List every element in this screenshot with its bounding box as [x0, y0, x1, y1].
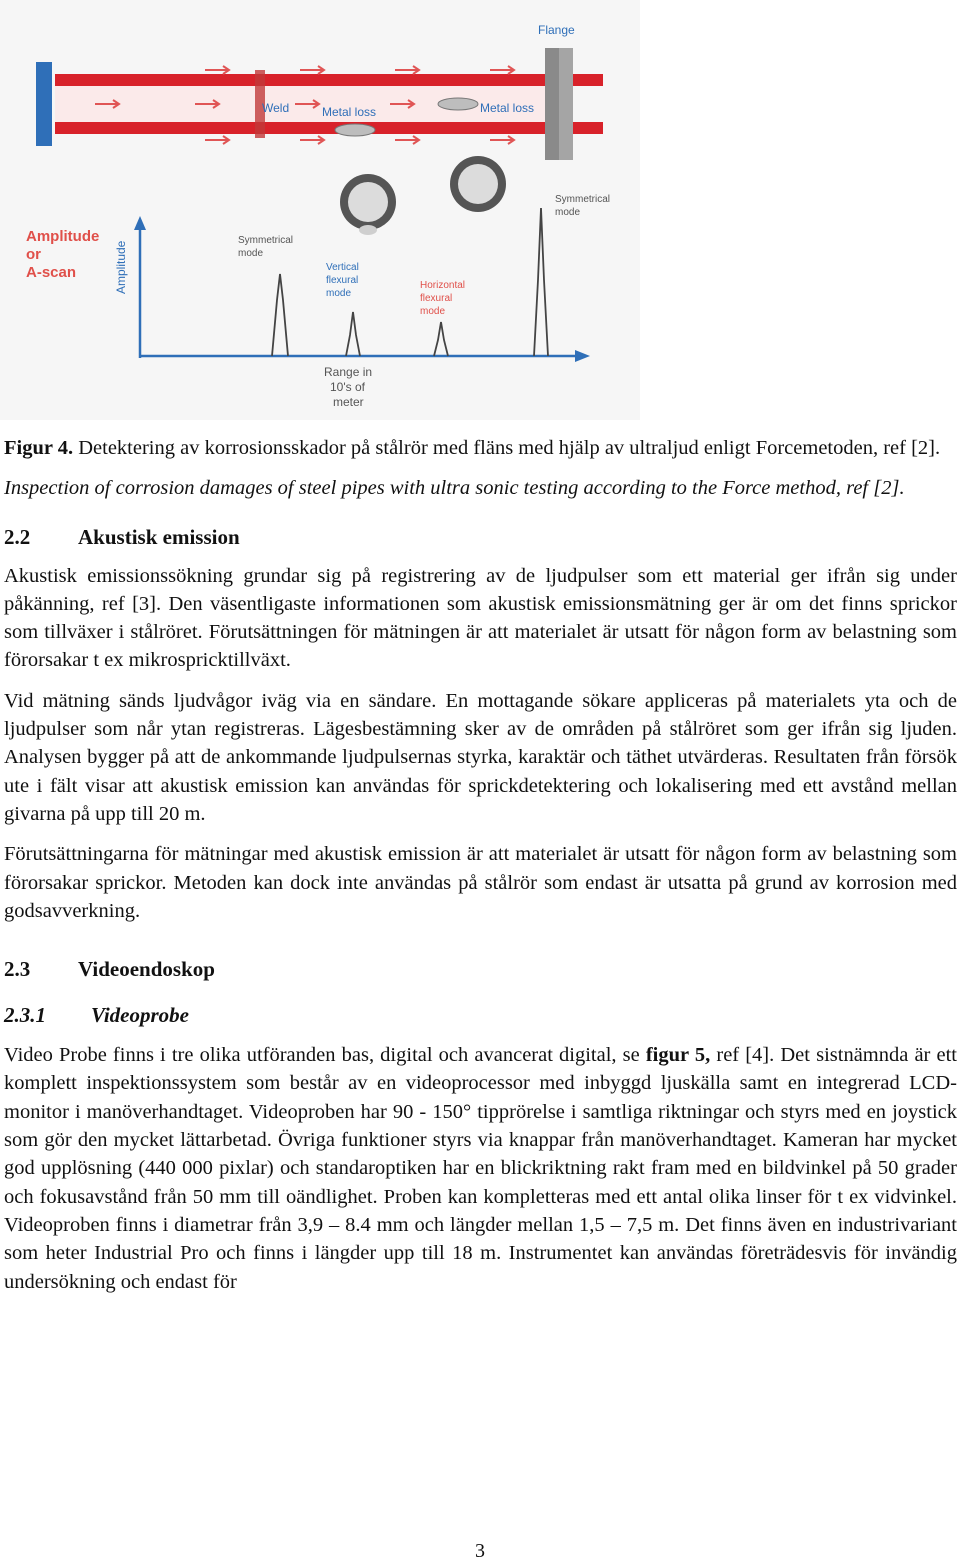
label-range-1: Range in [324, 365, 373, 379]
label-metal-loss-2: Metal loss [480, 101, 535, 115]
label-horiz-mode-1: Horizontal [420, 280, 466, 291]
heading-2-2-title: Akustisk emission [78, 524, 240, 549]
heading-2-3-title: Videoendoskop [78, 957, 215, 982]
label-horiz-mode-2: flexural [420, 293, 453, 304]
figure-5-reference: figur 5, [645, 1044, 711, 1067]
label-sym-mode-right-2: mode [555, 207, 581, 218]
ascan-signal [272, 208, 548, 356]
label-amplitude-1: Amplitude [26, 228, 100, 245]
label-range-3: meter [333, 395, 364, 409]
metal-loss-mark-1 [335, 124, 375, 136]
paragraph-2-2-1: Akustisk emissionssökning grundar sig på registrering av de ljudpulser som ett material ger ifrån sig under påkänning, ref [3]. Den väsentligaste informationen som akustisk emissionsmätning ger är om det finns sprickor som tillväxer i stålröret. Förutsättningen för mätningen är att materialet är utsatt för någon form av belastning som förorsakar t ex mikrospricktillväxt. [4, 564, 957, 672]
paragraph-2-3-1-part-a: Video Probe finns i tre olika utföranden bas, digital och avancerat digital, se [4, 1044, 646, 1067]
label-amplitude-3: A-scan [26, 264, 77, 281]
label-amplitude-2: or [26, 246, 41, 263]
label-sym-mode-left-1: Symmetrical [238, 235, 294, 246]
paragraph-2-2-3: Förutsättningarna för mätningar med akustisk emission är att materialet är utsatt för någon form av belastning som förorsakar sprickor. Metoden kan dock inte användas på stålrör som endast är utsatta på grund av korrosion med godsavverkning. [4, 843, 957, 922]
heading-2-2-number: 2.2 [4, 524, 31, 549]
label-vert-mode-2: flexural [326, 275, 359, 286]
paragraph-2-3-1 [4, 1041, 957, 1296]
paragraph-2-3-1-part-b: ref [4]. Det sistnämnda är ett komplett inspektionssystem som består av en videoprocessor med inbyggd ljuskälla samt en integrerad LCD-monitor i manöverhandtaget. Videoproben har 90 - 150° tipprörelse i samtliga riktningar och styrs med en joystick som gör den mycket lättarbetad. Övriga funktioner styrs via knappar från manöverhandtaget. Kameran har mycket god upplösning (440 000 pixlar) och standaroptiken har en blickriktning rakt fram med en bildvinkel på 50 grader och fokusavstånd från 50 mm till oändlighet. Proben kan kompletteras med ett antal olika linser för t ex vidvinkel. Videoproben finns i diametrar från 3,9 – 8.4 mm och längder mellan 1,5 – 7,5 m. Det finns även en industrivariant som heter Industrial Pro och finns i längder upp till 18 m. Instrumentet kan användas företrädesvis för invändig undersökning och endast för [4, 1044, 957, 1293]
label-amplitude-axis: Amplitude [114, 240, 128, 294]
heading-2-3-1 [4, 1001, 957, 1029]
label-range-2: 10's of [330, 380, 365, 394]
label-sym-mode-right-1: Symmetrical [555, 194, 611, 205]
label-flange: Flange [538, 23, 575, 37]
metal-loss-mark-2 [438, 98, 478, 110]
heading-2-3-1-number: 2.3.1 [4, 1003, 46, 1028]
label-metal-loss-1: Metal loss [322, 105, 377, 119]
label-sym-mode-left-2: mode [238, 248, 264, 259]
probe-transducer [36, 62, 52, 146]
cross-section-horizontal [450, 156, 506, 212]
label-horiz-mode-3: mode [420, 306, 446, 317]
figure-label: Figur 4. [4, 437, 74, 459]
ascan-axes [134, 216, 590, 362]
cross-section-vertical [340, 174, 396, 235]
figure-caption-en: Inspection of corrosion damages of steel pipes with ultra sonic testing according to the Force method, ref [2]. [4, 477, 905, 500]
document-body [4, 434, 957, 1296]
heading-2-2 [4, 523, 957, 551]
figure-caption-sv [4, 434, 957, 462]
flange [545, 48, 603, 160]
force-method-figure [0, 0, 640, 420]
heading-2-3 [4, 955, 957, 983]
caption-sv-text: Detektering av korrosionsskador på stålrör med fläns med hjälp av ultraljud enligt Forcemetoden, ref [2]. [78, 437, 941, 459]
heading-2-3-1-title: Videoprobe [91, 1003, 189, 1028]
label-vert-mode-1: Vertical [326, 262, 359, 273]
label-vert-mode-3: mode [326, 288, 352, 299]
page-number: 3 [475, 1540, 485, 1562]
label-weld: Weld [262, 101, 290, 115]
heading-2-3-number: 2.3 [4, 957, 31, 982]
paragraph-2-2-2: Vid mätning sänds ljudvågor iväg via en sändare. En mottagande sökare appliceras på materialets yta och de ljudpulser som når ytan registreras. Lägesbestämning sker av de områden på stålröret som ger ifrån sig ljuden. Analysen bygger på att de ankommande ljudpulsernas styrka, karaktär och täthet utvärderas. Resultaten från försök ute i fält visar att akustisk emission kan användas för sprickdetektering och lokalisering med ett avstånd mellan givarna på upp till 20 m. [4, 689, 957, 825]
